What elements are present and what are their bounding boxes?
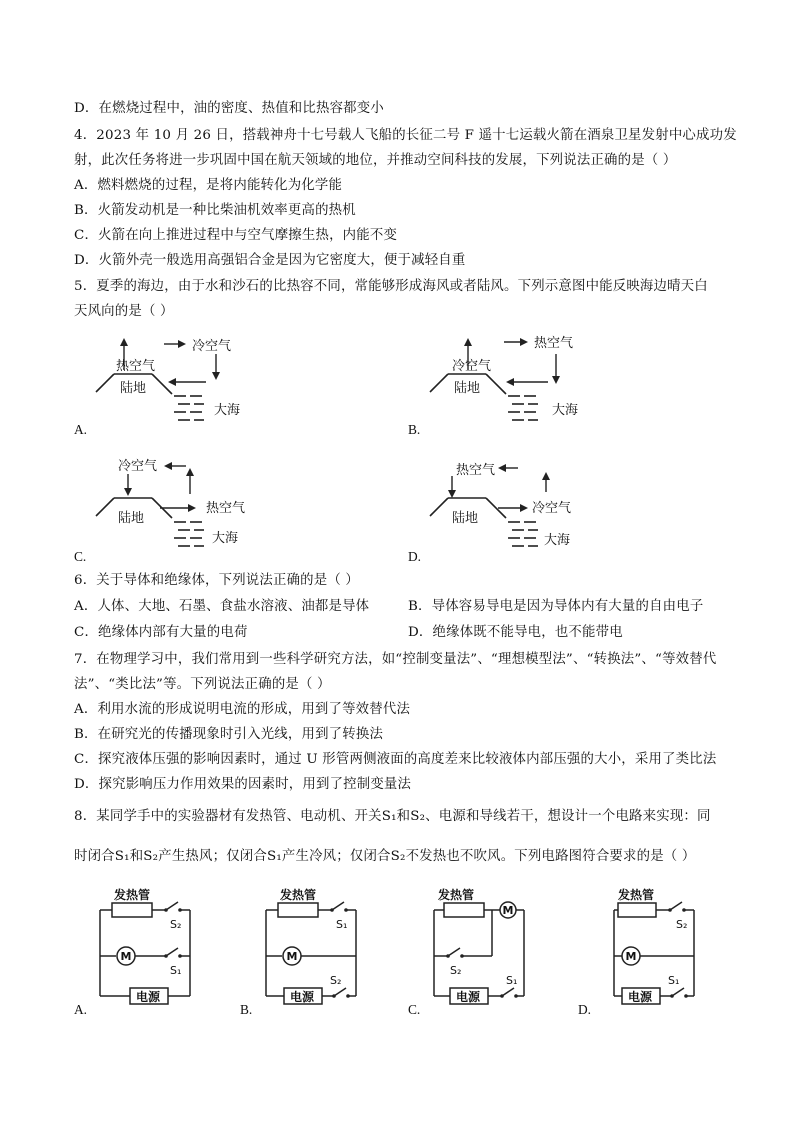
q8d-s1: S₁	[668, 974, 680, 987]
q6-option-c: C．绝缘体内部有大量的电荷	[74, 625, 248, 640]
q8c-source: 电源	[456, 990, 481, 1004]
q8c-s2: S₂	[450, 964, 462, 977]
q4-option-d: D．火箭外壳一般选用高强铝合金是因为它密度大，便于减轻自重	[74, 253, 466, 268]
q5b-sea: 大海	[552, 403, 579, 418]
q5c-sea-air: 热空气	[206, 501, 246, 516]
q5d-land: 陆地	[452, 511, 479, 526]
q5-label-c: C.	[74, 549, 87, 564]
q5-figure-c	[94, 454, 264, 562]
q3-option-d: D．在燃烧过程中，油的密度、热值和比热容都变小	[74, 101, 384, 116]
q8b-s1: S₁	[336, 918, 348, 931]
q8-label-c: C.	[408, 1002, 421, 1017]
q4-stem-line2: 射，此次任务将进一步巩固中国在航天领域的地位，并推动空间科技的发展，下列说法正确的是（ ）	[74, 153, 677, 168]
q4-option-b: B．火箭发动机是一种比柴油机效率更高的热机	[74, 203, 356, 218]
q8d-heater: 发热管	[618, 888, 655, 902]
q7-option-d: D．探究影响压力作用效果的因素时，用到了控制变量法	[74, 777, 412, 792]
q5b-land-air: 冷空气	[452, 359, 492, 374]
q8a-s1: S₁	[170, 964, 182, 977]
q5c-land: 陆地	[118, 511, 145, 526]
q8d-s2: S₂	[676, 918, 688, 931]
q7-option-a: A．利用水流的形成说明电流的形成，用到了等效替代法	[74, 702, 411, 717]
q8-stem-line1: 8．某同学手中的实验器材有发热管、电动机、开关S₁和S₂、电源和导线若干，想设计一个电路来实现：同	[74, 809, 711, 824]
q8b-s2: S₂	[330, 974, 342, 987]
q4-option-a: A．燃料燃烧的过程，是将内能转化为化学能	[74, 178, 343, 193]
q8b-source: 电源	[290, 990, 315, 1004]
q8b-heater: 发热管	[280, 888, 317, 902]
q4-stem-line1: 4．2023 年 10 月 26 日，搭载神舟十七号载人飞船的长征二号 F 遥十七运载火箭在酒泉卫星发射中心成功发	[74, 128, 737, 143]
q5d-sea-air: 冷空气	[532, 501, 572, 516]
q4-option-c: C．火箭在向上推进过程中与空气摩擦生热，内能不变	[74, 228, 398, 243]
q8a-heater: 发热管	[114, 888, 151, 902]
q8c-heater: 发热管	[438, 888, 475, 902]
q6-option-b: B．导体容易导电是因为导体内有大量的自由电子	[408, 599, 704, 614]
q7-stem-line1: 7．在物理学习中，我们常用到一些科学研究方法，如“控制变量法”、“理想模型法”、“转换法”、“等效替代	[74, 652, 717, 667]
q5-label-b: B.	[408, 422, 421, 437]
q8c-motor: M	[502, 904, 514, 917]
q5-stem-line2: 天风向的是（ ）	[74, 304, 174, 319]
q8-circuit-c	[428, 884, 534, 1014]
q8b-motor: M	[286, 950, 298, 963]
q8a-motor: M	[120, 950, 132, 963]
q5-figure-d	[428, 454, 598, 562]
q8c-s1: S₁	[506, 974, 518, 987]
q5a-land: 陆地	[120, 381, 147, 396]
q5a-top-air: 冷空气	[192, 339, 232, 354]
q8d-source: 电源	[628, 990, 653, 1004]
q5d-sea: 大海	[544, 533, 571, 548]
q5-stem-line1: 5．夏季的海边，由于水和沙石的比热容不同，常能够形成海风或者陆风。下列示意图中能反映海边晴天白	[74, 279, 708, 294]
q8-circuit-a	[94, 884, 200, 1014]
q5d-top-air: 热空气	[456, 463, 496, 478]
q8a-s2: S₂	[170, 918, 182, 931]
q8-stem-line2: 时闭合S₁和S₂产生热风；仅闭合S₁产生冷风；仅闭合S₂不发热也不吹风。下列电路图符合要求的是（ ）	[74, 849, 696, 864]
q5c-top-air: 冷空气	[118, 459, 158, 474]
q8d-motor: M	[625, 950, 637, 963]
q8-circuit-d	[598, 884, 704, 1014]
q6-option-a: A．人体、大地、石墨、食盐水溶液、油都是导体	[74, 599, 370, 614]
q8a-source: 电源	[136, 990, 161, 1004]
q5-label-a: A.	[74, 422, 88, 437]
q5-figure-a	[94, 330, 264, 438]
q5-figure-b	[428, 330, 598, 438]
q8-circuit-b	[260, 884, 366, 1014]
q5b-land: 陆地	[454, 381, 481, 396]
q5b-top-air: 热空气	[534, 336, 574, 351]
q5a-sea: 大海	[214, 403, 241, 418]
q7-stem-line2: 法”、“类比法”等。下列说法正确的是（ ）	[74, 677, 331, 692]
q6-stem: 6．关于导体和绝缘体，下列说法正确的是（ ）	[74, 573, 359, 588]
q5c-sea: 大海	[212, 531, 239, 546]
q5-label-d: D.	[408, 549, 422, 564]
q7-option-b: B．在研究光的传播现象时引入光线，用到了转换法	[74, 727, 384, 742]
q6-option-d: D．绝缘体既不能导电，也不能带电	[408, 625, 623, 640]
q8-label-a: A.	[74, 1002, 88, 1017]
q8-label-d: D.	[578, 1002, 592, 1017]
q7-option-c: C．探究液体压强的影响因素时，通过 U 形管两侧液面的高度差来比较液体内部压强的大小，采用了类比法	[74, 752, 717, 767]
q8-label-b: B.	[240, 1002, 253, 1017]
q5a-land-air: 热空气	[116, 359, 156, 374]
